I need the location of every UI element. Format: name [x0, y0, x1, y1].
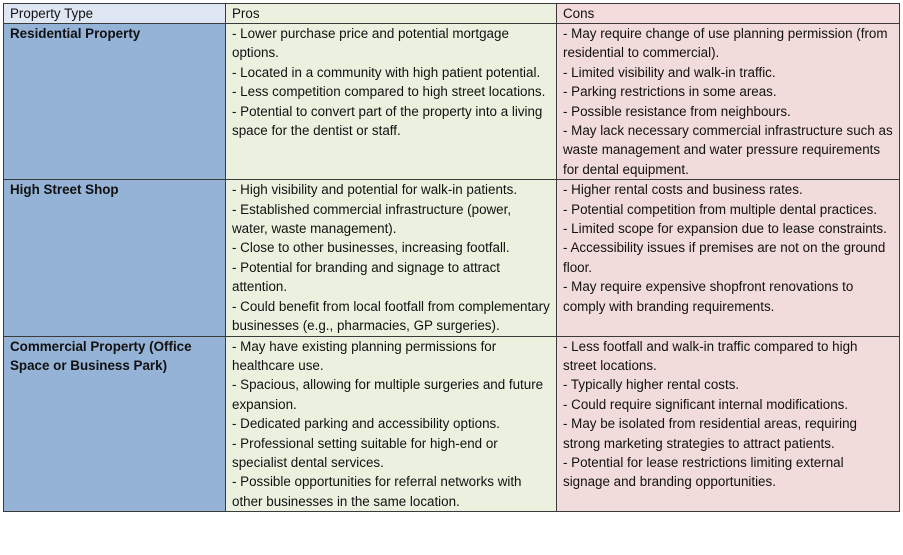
cons-item: - Higher rental costs and business rates. — [563, 182, 803, 198]
header-row — [4, 4, 900, 24]
pros-cell — [226, 24, 557, 180]
table-row — [4, 336, 900, 512]
cons-cell — [557, 336, 900, 512]
cons-item: - Parking restrictions in some areas. — [563, 84, 777, 100]
cons-item: - Accessibility issues if premises are not on the ground floor. — [563, 240, 886, 275]
cons-item: - Potential for lease restrictions limiting external signage and branding opportunities. — [563, 454, 844, 490]
pros-item: - Could benefit from local footfall from complementary businesses (e.g., pharmacies, GP surgeries). — [232, 298, 550, 334]
pros-item: - Potential for branding and signage to attract attention. — [232, 259, 500, 295]
cons-item: - May lack necessary commercial infrastructure such as waste management and water pressure requirements for dental equipment. — [563, 123, 893, 177]
header-pros: Pros — [226, 4, 557, 24]
cons-item: - Less footfall and walk-in traffic compared to high street locations. — [563, 338, 858, 373]
cons-item: - May be isolated from residential areas, requiring strong marketing strategies to attract patients. — [563, 416, 857, 451]
property-type-cell: Residential Property — [4, 24, 226, 180]
cons-item: - Possible resistance from neighbours. — [563, 103, 791, 119]
cons-item: - Potential competition from multiple dental practices. — [563, 201, 878, 217]
pros-item: - Located in a community with high patient potential. — [232, 64, 541, 80]
pros-cell — [226, 336, 557, 512]
pros-item: - Professional setting suitable for high-end or specialist dental services. — [232, 435, 498, 470]
pros-item: - Close to other businesses, increasing footfall. — [232, 240, 510, 256]
pros-item: - Established commercial infrastructure (power, water, waste management). — [232, 201, 512, 237]
pros-item: - Dedicated parking and accessibility options. — [232, 416, 500, 432]
cons-cell — [557, 180, 900, 336]
table-row — [4, 180, 900, 336]
cons-cell — [557, 24, 900, 180]
cons-item: - Limited scope for expansion due to lease constraints. — [563, 221, 887, 237]
table-row — [4, 24, 900, 180]
pros-item: - Possible opportunities for referral networks with other businesses in the same location. — [232, 474, 522, 509]
header-property-type: Property Type — [4, 4, 226, 24]
header-cons: Cons — [557, 4, 900, 24]
pros-item: - Potential to convert part of the property into a living space for the dentist or staff. — [232, 103, 543, 139]
property-comparison-table — [3, 3, 900, 512]
cons-item: - Typically higher rental costs. — [563, 377, 740, 393]
pros-item: - Less competition compared to high street locations. — [232, 84, 546, 100]
pros-item: - High visibility and potential for walk-in patients. — [232, 182, 518, 198]
pros-item: - Spacious, allowing for multiple surgeries and future expansion. — [232, 377, 544, 412]
cons-item: - Limited visibility and walk-in traffic. — [563, 64, 776, 80]
pros-item: - Lower purchase price and potential mortgage options. — [232, 26, 509, 61]
property-type-cell: Commercial Property (Office Space or Business Park) — [4, 336, 226, 512]
property-type-cell: High Street Shop — [4, 180, 226, 336]
pros-cell — [226, 180, 557, 336]
pros-item: - May have existing planning permissions for healthcare use. — [232, 338, 497, 373]
cons-item: - May require expensive shopfront renovations to comply with branding requirements. — [563, 279, 854, 314]
cons-item: - May require change of use planning permission (from residential to commercial). — [563, 26, 888, 61]
cons-item: - Could require significant internal modifications. — [563, 396, 849, 412]
